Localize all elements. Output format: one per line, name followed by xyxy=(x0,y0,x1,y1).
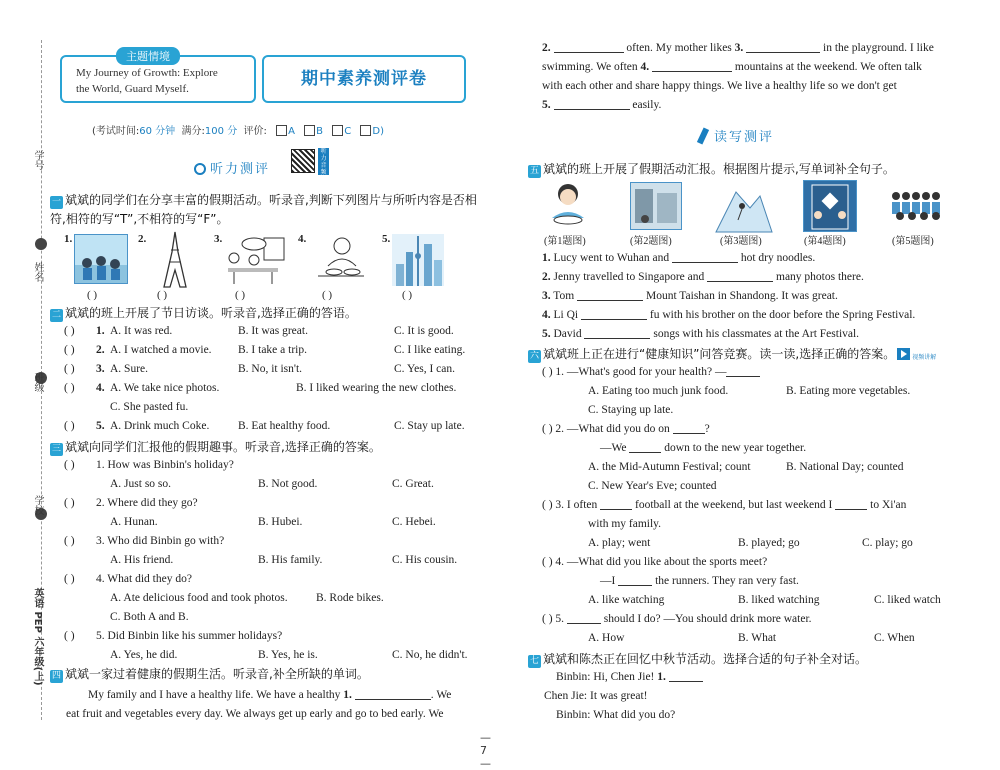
option-a[interactable]: A. I watched a movie. xyxy=(110,344,212,356)
part4-passage-line1 xyxy=(88,687,451,703)
blank-number: 1. xyxy=(657,671,666,683)
sentence-text: Jenny travelled to Singapore and xyxy=(553,271,705,283)
q6-2-stem xyxy=(542,421,710,437)
pic5-label: 5. xyxy=(382,233,391,245)
question-text: 3. Who did Binbin go with? xyxy=(96,535,225,547)
option-a[interactable]: A. Hunan. xyxy=(110,516,158,528)
part5-pic4-fu-door xyxy=(803,180,857,232)
video-play-icon[interactable] xyxy=(897,348,910,360)
part1-instruction-2: 符,相符的写“T”,不相符的写“F”。 xyxy=(50,212,229,226)
time-value: 60 分钟 xyxy=(139,126,176,137)
question-text: 1. —What's good for your health? — xyxy=(555,366,727,378)
q6-4-option-a[interactable]: A. like watching xyxy=(588,594,665,606)
option-b[interactable]: B. Yes, he is. xyxy=(258,649,318,661)
sentence-text: Lucy went to Wuhan and xyxy=(553,252,670,264)
sentence-text: Tom xyxy=(553,290,575,302)
pic4-caption: (第4题图) xyxy=(804,236,846,247)
grade-a-label: A xyxy=(288,126,295,137)
answer-paren[interactable]: ( ) xyxy=(64,382,75,394)
question-number: 1. xyxy=(96,325,105,337)
q6-4-option-b[interactable]: B. liked watching xyxy=(738,594,820,606)
binding-hole xyxy=(35,238,47,250)
answer-blank[interactable] xyxy=(554,98,630,110)
score-label: 满分: xyxy=(181,126,205,137)
passage-text: swimming. We often xyxy=(542,61,638,73)
answer-paren[interactable]: ( ) xyxy=(542,499,553,511)
part5-sentence xyxy=(542,250,815,266)
answer-paren[interactable]: ( ) xyxy=(64,325,75,337)
grade-b-label: B xyxy=(316,126,324,137)
sentence-text: many photos there. xyxy=(776,271,864,283)
part5-pic3-climbing xyxy=(716,182,772,236)
answer-blank[interactable] xyxy=(567,612,601,624)
dialogue-line2: Chen Jie: It was great! xyxy=(544,690,648,702)
gutter-book-info: 英语 PEP 六年级(上) xyxy=(32,588,43,686)
option-a[interactable]: A. Yes, he did. xyxy=(110,649,178,661)
part2-instruction: 斌斌的班上开展了节日访谈。听录音,选择正确的答语。 xyxy=(65,306,357,320)
topic-text-line1: My Journey of Growth: Explore xyxy=(76,67,218,79)
dialogue-line3: Binbin: What did you do? xyxy=(556,709,676,721)
dialogue-line1 xyxy=(556,669,703,685)
answer-blank[interactable] xyxy=(835,498,867,510)
passage-continued-line3: with each other and share happy things. We live a healthy life so we don't get xyxy=(542,80,897,92)
question-text: 2. —What did you do on xyxy=(555,423,670,435)
option-c[interactable]: C. I like eating. xyxy=(394,344,466,356)
answer-blank[interactable] xyxy=(669,670,703,682)
part5-instruction: 斌斌的班上开展了假期活动汇报。根据图片提示,写单词补全句子。 xyxy=(543,162,895,176)
answer-blank[interactable] xyxy=(554,41,624,53)
answer-paren[interactable]: ( ) xyxy=(542,613,553,625)
grade-checkbox[interactable] xyxy=(332,125,343,136)
question-number: 5. xyxy=(542,328,551,340)
option-a[interactable]: A. His friend. xyxy=(110,554,174,566)
part1-badge: 一 xyxy=(51,197,61,207)
part3-badge: 三 xyxy=(51,444,61,454)
option-c[interactable]: C. Great. xyxy=(392,478,434,490)
headphones-icon xyxy=(194,163,206,175)
part6-heading xyxy=(528,345,937,363)
part5-pic2-photo xyxy=(630,182,682,230)
option-c[interactable]: C. Yes, I can. xyxy=(394,363,456,375)
question-text: 1. How was Binbin's holiday? xyxy=(96,459,234,471)
pic1-caption: (第1题图) xyxy=(544,236,586,247)
answer-blank[interactable] xyxy=(707,270,773,282)
question-text: 5. xyxy=(555,613,565,625)
q6-2-option-c[interactable]: C. New Year's Eve; counted xyxy=(588,480,717,492)
option-b[interactable]: B. I liked wearing the new clothes. xyxy=(296,382,457,394)
question-text: 2. Where did they go? xyxy=(96,497,198,509)
question-text: to Xi'an xyxy=(870,499,907,511)
sentence-text: Li Qi xyxy=(553,309,579,321)
option-a[interactable]: A. Ate delicious food and took photos. xyxy=(110,592,288,604)
answer-paren[interactable]: ( ) xyxy=(542,556,553,568)
pic1-answer-paren[interactable]: ( ) xyxy=(87,289,98,301)
part7-instruction: 斌斌和陈杰正在回忆中秋节活动。选择合适的句子补全对话。 xyxy=(543,652,868,666)
answer-paren[interactable]: ( ) xyxy=(64,459,75,471)
pic5-caption: (第5题图) xyxy=(892,236,934,247)
answer-blank[interactable] xyxy=(584,327,650,339)
option-c[interactable]: C. His cousin. xyxy=(392,554,458,566)
answer-blank[interactable] xyxy=(600,498,632,510)
q6-4-option-c[interactable]: C. liked watch xyxy=(874,594,941,606)
question-text: down to the new year together. xyxy=(664,442,807,454)
question-text: should I do? —You should drink more water. xyxy=(603,613,812,625)
question-number: 2. xyxy=(542,271,551,283)
answer-blank[interactable] xyxy=(577,289,643,301)
right-page xyxy=(500,0,1000,760)
option-c[interactable]: C. No, he didn't. xyxy=(392,649,468,661)
passage-text: in the playground. I like xyxy=(823,42,934,54)
grade-checkbox[interactable] xyxy=(276,125,287,136)
question-text: football at the weekend, but last weekend I xyxy=(635,499,833,511)
pic3-label: 3. xyxy=(214,233,223,245)
passage-text: easily. xyxy=(632,99,662,111)
part5-sentence xyxy=(542,269,864,285)
question-number: 4. xyxy=(96,382,105,394)
blank-number: 4. xyxy=(640,61,650,73)
passage-text: mountains at the weekend. We often talk xyxy=(734,61,922,73)
sentence-text: David xyxy=(553,328,582,340)
blank-number: 3. xyxy=(734,42,744,54)
part4-badge: 四 xyxy=(51,671,61,681)
sentence-text: Mount Taishan in Shandong. It was great. xyxy=(645,290,838,302)
option-c[interactable]: C. Hebei. xyxy=(392,516,436,528)
q6-3-stem xyxy=(542,497,906,513)
pic5-city-skyline-image xyxy=(392,234,444,290)
part5-sentence xyxy=(542,326,859,342)
question-text: the runners. They ran very fast. xyxy=(655,575,799,587)
sentence-text: songs with his classmates at the Art Festival. xyxy=(653,328,860,340)
gutter-school: 学校 xyxy=(32,495,43,515)
question-number: 4. xyxy=(542,309,551,321)
part6-badge: 六 xyxy=(529,351,539,361)
passage-text: . We xyxy=(430,689,452,701)
dialogue-text: Binbin: Hi, Chen Jie! xyxy=(556,671,655,683)
option-a[interactable]: A. Drink much Coke. xyxy=(110,420,210,432)
topic-tag: 主题情境 xyxy=(116,47,180,65)
part5-sentence xyxy=(542,288,838,304)
answer-blank[interactable] xyxy=(652,60,732,72)
answer-blank[interactable] xyxy=(355,688,431,700)
q6-1-stem xyxy=(542,364,760,380)
option-c[interactable]: C. She pasted fu. xyxy=(110,401,189,413)
pic2-label: 2. xyxy=(138,233,147,245)
part2-heading xyxy=(50,304,357,322)
part5-heading xyxy=(528,160,895,178)
page-number: — 7 — xyxy=(480,731,491,770)
option-b[interactable]: B. Rode bikes. xyxy=(316,592,384,604)
option-c[interactable]: C. It is good. xyxy=(394,325,454,337)
q6-4-stem xyxy=(542,554,767,570)
part1-instruction-1: 斌斌的同学们在分享丰富的假期活动。听录音,判断下列图片与所听内容是否相 xyxy=(65,193,477,207)
question-number: 3. xyxy=(542,290,551,302)
q6-2-option-b[interactable]: B. National Day; counted xyxy=(786,461,904,473)
part3-instruction: 斌斌向同学们汇报他的假期趣事。听录音,选择正确的答案。 xyxy=(65,440,381,454)
question-text: ? xyxy=(704,423,710,435)
q6-5-option-b[interactable]: B. What xyxy=(738,632,777,644)
passage-text: My family and I have a healthy life. We have a healthy xyxy=(88,689,341,701)
pic4-label: 4. xyxy=(298,233,307,245)
q6-4-sub xyxy=(600,573,799,589)
part5-pic5-singing xyxy=(888,184,948,232)
pic3-answer-paren[interactable]: ( ) xyxy=(235,289,246,301)
question-text: —I xyxy=(600,575,616,587)
grade-checkbox[interactable] xyxy=(304,125,315,136)
passage-continued-line4 xyxy=(542,97,661,113)
question-text: —We xyxy=(600,442,627,454)
q6-1-option-b[interactable]: B. Eating more vegetables. xyxy=(786,385,911,397)
listening-section-title xyxy=(194,158,270,177)
option-b[interactable]: B. It was great. xyxy=(238,325,308,337)
score-value: 100 分 xyxy=(204,126,238,137)
answer-blank[interactable] xyxy=(726,365,760,377)
pencil-icon xyxy=(697,127,709,144)
gutter-student-no: 学号 xyxy=(32,150,43,170)
answer-blank[interactable] xyxy=(581,308,647,320)
blank-number: 5. xyxy=(542,99,551,111)
pic4-boy-eating-image xyxy=(316,236,366,288)
option-b[interactable]: B. Hubei. xyxy=(258,516,303,528)
reading-title-text: 读写测评 xyxy=(714,130,775,145)
q6-1-option-c[interactable]: C. Staying up late. xyxy=(588,404,674,416)
qr-code-icon[interactable] xyxy=(291,149,315,173)
option-b[interactable]: B. No, it isn't. xyxy=(238,363,303,375)
q6-1-option-a[interactable]: A. Eating too much junk food. xyxy=(588,385,729,397)
option-c[interactable]: C. Stay up late. xyxy=(394,420,465,432)
part7-heading xyxy=(528,650,867,668)
option-c[interactable]: C. Both A and B. xyxy=(110,611,189,623)
option-a[interactable]: A. Sure. xyxy=(110,363,149,375)
question-number: 3. xyxy=(96,363,105,375)
sentence-text: hot dry noodles. xyxy=(740,252,816,264)
video-label: 视频讲解 xyxy=(912,354,937,361)
question-text: 4. What did they do? xyxy=(96,573,192,585)
reading-section-title xyxy=(700,126,774,145)
pic1-label: 1. xyxy=(64,233,73,245)
pic3-classroom-image xyxy=(224,236,286,288)
listening-title-text: 听力测评 xyxy=(210,162,271,177)
sentence-text: fu with his brother on the door before the Spring Festival. xyxy=(649,309,916,321)
part5-sentence xyxy=(542,307,915,323)
pic5-answer-paren[interactable]: ( ) xyxy=(402,289,413,301)
answer-blank[interactable] xyxy=(629,441,661,453)
q6-2-option-a[interactable]: A. the Mid-Autumn Festival; count xyxy=(588,461,751,473)
answer-paren[interactable]: ( ) xyxy=(542,366,553,378)
answer-paren[interactable]: ( ) xyxy=(64,630,75,642)
part5-badge: 五 xyxy=(529,166,539,176)
grade-c-label: C xyxy=(344,126,352,137)
pic4-answer-paren[interactable]: ( ) xyxy=(322,289,333,301)
gutter-class: 班级 xyxy=(32,372,43,392)
option-a[interactable]: A. It was red. xyxy=(110,325,173,337)
option-b[interactable]: B. I take a trip. xyxy=(238,344,307,356)
part7-badge: 七 xyxy=(529,656,539,666)
q6-5-option-c[interactable]: C. When xyxy=(874,632,915,644)
option-a[interactable]: A. Just so so. xyxy=(110,478,172,490)
answer-paren[interactable]: ( ) xyxy=(64,535,75,547)
answer-paren[interactable]: ( ) xyxy=(64,344,75,356)
topic-text-line2: the World, Guard Myself. xyxy=(76,83,189,95)
pic2-caption: (第2题图) xyxy=(630,236,672,247)
option-b[interactable]: B. Eat healthy food. xyxy=(238,420,331,432)
passage-text: often. My mother likes xyxy=(626,42,732,54)
blank-number: 1. xyxy=(343,689,352,701)
option-b[interactable]: B. Not good. xyxy=(258,478,318,490)
pic3-caption: (第3题图) xyxy=(720,236,762,247)
question-number: 2. xyxy=(96,344,105,356)
answer-blank[interactable] xyxy=(673,422,705,434)
answer-paren[interactable]: ( ) xyxy=(542,423,553,435)
eval-label: 评价: xyxy=(243,126,267,137)
option-a[interactable]: A. We take nice photos. xyxy=(110,382,220,394)
answer-blank[interactable] xyxy=(618,574,652,586)
q6-3-option-c[interactable]: C. play; go xyxy=(862,537,913,549)
pic1-friends-image xyxy=(74,234,128,284)
q6-2-sub xyxy=(600,440,806,456)
part4-heading xyxy=(50,665,369,683)
answer-blank[interactable] xyxy=(672,251,738,263)
question-number: 5. xyxy=(96,420,105,432)
gutter-name: 姓名 xyxy=(32,262,43,282)
part4-instruction: 斌斌一家过着健康的假期生活。听录音,补全所缺的单词。 xyxy=(65,667,369,681)
part4-passage-line2: eat fruit and vegetables every day. We always get up early and go to bed early. We xyxy=(66,708,444,720)
q6-3-option-b[interactable]: B. played; go xyxy=(738,537,800,549)
qr-tag: 听力音频 xyxy=(318,148,329,175)
answer-paren[interactable]: ( ) xyxy=(64,497,75,509)
q6-5-option-a[interactable]: A. How xyxy=(588,632,625,644)
question-number: 1. xyxy=(542,252,551,264)
grade-checkbox[interactable] xyxy=(360,125,371,136)
passage-continued-line2 xyxy=(542,59,922,75)
pic2-answer-paren[interactable]: ( ) xyxy=(157,289,168,301)
answer-paren[interactable]: ( ) xyxy=(64,363,75,375)
time-label: (考试时间: xyxy=(92,126,140,137)
question-text: 4. —What did you like about the sports meet? xyxy=(555,556,768,568)
q6-5-stem xyxy=(542,611,812,627)
part2-badge: 二 xyxy=(51,310,61,320)
grade-d-label: D) xyxy=(372,126,384,137)
q6-3-stem-line2: with my family. xyxy=(588,518,662,530)
part6-instruction: 斌斌班上正在进行“健康知识”问答竞赛。读一读,选择正确的答案。 xyxy=(543,347,896,361)
q6-3-option-a[interactable]: A. play; went xyxy=(588,537,651,549)
answer-paren[interactable]: ( ) xyxy=(64,420,75,432)
part1-heading xyxy=(50,191,477,209)
answer-blank[interactable] xyxy=(746,41,820,53)
blank-number: 2. xyxy=(542,42,551,54)
part3-heading xyxy=(50,438,381,456)
answer-paren[interactable]: ( ) xyxy=(64,573,75,585)
part5-pic1-eating-noodles xyxy=(542,180,594,234)
option-b[interactable]: B. His family. xyxy=(258,554,323,566)
exam-info xyxy=(92,122,384,137)
pic2-eiffel-tower-image xyxy=(160,232,190,292)
question-text: 5. Did Binbin like his summer holidays? xyxy=(96,630,283,642)
question-text: 3. I often xyxy=(555,499,598,511)
exam-title: 期中素养测评卷 xyxy=(262,55,466,103)
passage-continued-line1 xyxy=(542,40,934,56)
